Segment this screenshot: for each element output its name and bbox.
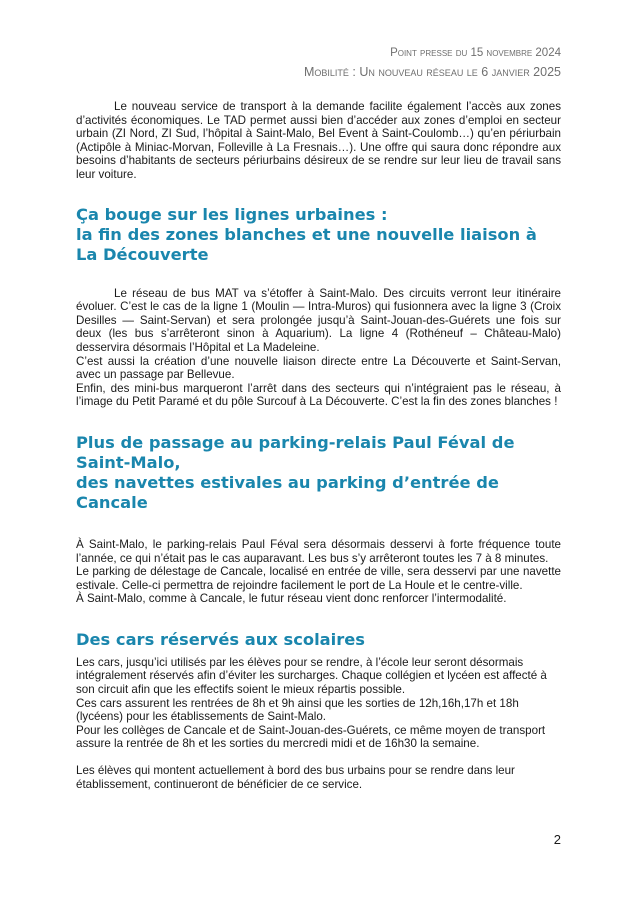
section-heading-line: Plus de passage au parking-relais Paul Féval de Saint-Malo, [76,432,515,472]
section-heading-urban-lines [76,205,561,265]
page-number: 2 [553,832,561,847]
paragraph: Enfin, des mini-bus marqueront l’arrêt dans des secteurs qui n’intégraient pas le réseau, à l’image du Petit Paramé et du pôle Surcouf à La Découverte. C’est la fin des zones blanches ! [76,381,561,409]
section-heading-line: des navettes estivales au parking d’entrée de Cancale [76,472,499,512]
paragraph: Le parking de délestage de Cancale, localisé en entrée de ville, sera desservi par une navette estivale. Celle-ci permettra de rejoindre facilement le port de La Houle et le centre-ville. [76,565,561,592]
section-body-school-buses [76,656,561,791]
paragraph: À Saint-Malo, comme à Cancale, le futur réseau vient donc renforcer l’intermodalité. [76,592,507,606]
header-press-date: Point presse du 15 novembre 2024 [390,47,561,59]
section-heading-line: la fin des zones blanches et une nouvelle liaison à La Découverte [76,224,537,264]
paragraph: Le réseau de bus MAT va s’étoffer à Saint-Malo. Des circuits verront leur itinéraire évoluer. C’est le cas de la ligne 1 (Moulin — Intra-Muros) qui fusionnera avec la ligne 3 (Croix Desilles — Saint-Servan) et sera prolongée jusqu’à Saint-Jouan-des-Guérets une fois sur deux (les bus s’arrêteront sinon à Aquarium). La ligne 4 (Rothéneuf – Château-Malo) desservira désormais l’Hôpital et La Madeleine. [76,286,561,354]
section-body-park-and-ride [76,538,561,606]
paragraph: À Saint-Malo, le parking-relais Paul Féval sera désormais desservi à forte fréquence toute l’année, ce qui n’était pas le cas auparavant. Les bus s’y arrêteront toutes les 7 à 8 minutes. [76,537,561,565]
header-document-title: Mobilité : Un nouveau réseau le 6 janvier 2025 [303,65,561,79]
paragraph: Les élèves qui montent actuellement à bord des bus urbains pour se rendre dans leur établissement, continueront de bénéficier de ce service. [76,764,515,791]
section-heading-line: Ça bouge sur les lignes urbaines : [76,204,388,224]
paragraph: Pour les collèges de Cancale et de Saint-Jouan-des-Guérets, ce même moyen de transport assure la rentrée de 8h et les sorties du mercredi midi et de 16h30 la semaine. [76,723,546,751]
paragraph-gap [76,751,561,764]
paragraph: Les cars, jusqu’ici utilisés par les élèves pour se rendre, à l’école leur seront désormais intégralement réservés afin d’éviter les surcharges. Chaque collégien et lycéen est affecté à son circuit afin que les effectifs soient le mieux répartis possible. [76,655,547,697]
section-heading-park-and-ride [76,433,561,513]
intro-paragraph: Le nouveau service de transport à la demande facilite également l’accès aux zones d’activités économiques. Le TAD permet aussi bien d’accéder aux zones d’emploi en secteur urbain (ZI Nord, ZI Sud, l’hôpital à Saint-Malo, Bel Event à Saint-Coulomb…) qu’en périurbain (Actipôle à Miniac-Morvan, Folleville à La Fresnais…). Une offre qui saura donc répondre aux besoins d’habitants de secteurs périurbains désireux de se rendre sur leur lieu de travail sans leur voiture. [76,100,561,181]
paragraph: C’est aussi la création d’une nouvelle liaison directe entre La Découverte et Saint-Servan, avec un passage par Bellevue. [76,354,561,382]
section-heading-school-buses: Des cars réservés aux scolaires [76,629,365,649]
paragraph: Ces cars assurent les rentrées de 8h et 9h ainsi que les sorties de 12h,16h,17h et 18h (lycéens) pour les établissements de Saint-Malo. [76,696,519,724]
section-body-urban-lines [76,287,561,409]
page-content [76,100,561,791]
